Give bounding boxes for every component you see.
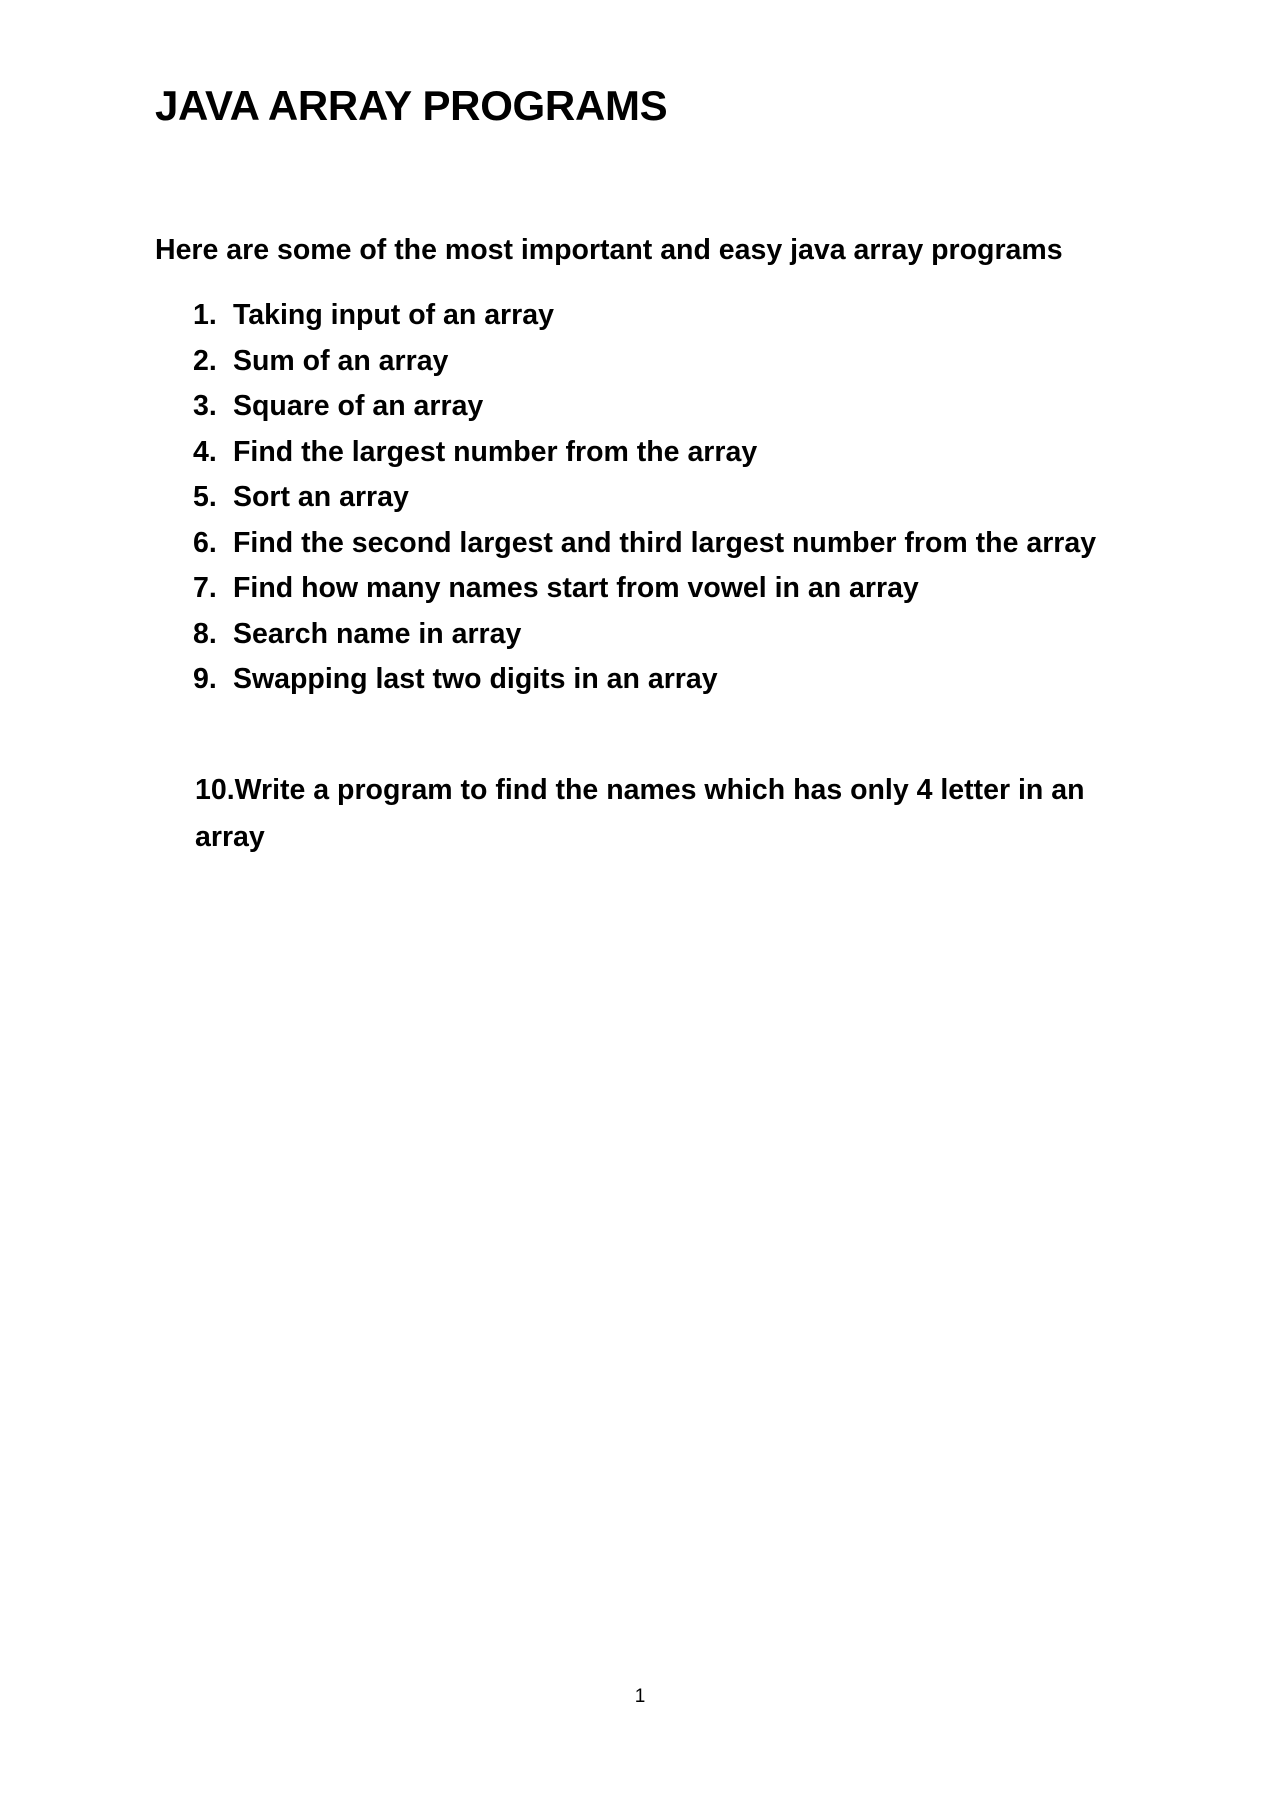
list-item-last: 10.Write a program to find the names which has only 4 letter in an array [195,774,1085,853]
list-item-number: 5. [193,481,217,513]
page-number: 1 [634,1686,646,1707]
list-item-text: Find the second largest and third largest number from the array [233,526,1097,559]
list-item-number: 2. [193,344,217,377]
list-item-text: Square of an array [233,390,484,422]
program-list [0,293,1113,703]
list-item-text: Swapping last two digits in an array [233,663,718,695]
list-item-text: Find the largest number from the array [233,435,758,468]
list-item [0,293,1113,339]
list-item-number: 8. [193,617,217,650]
list-item-number: 1. [193,299,217,331]
list-item [0,384,1113,430]
list-item-number: 3. [193,390,217,422]
page-title: JAVA ARRAY PROGRAMS [155,82,668,129]
list-item-text: Search name in array [233,617,522,650]
list-item [0,475,1113,521]
list-item-text: Sort an array [233,481,409,513]
list-item-text: Taking input of an array [233,299,554,331]
list-item-text: Sum of an array [233,344,449,377]
list-item [0,521,1113,567]
intro-text: Here are some of the most important and easy java array programs [155,234,1063,266]
list-item [0,430,1113,476]
list-item [0,612,1113,658]
list-item-number: 7. [193,572,217,604]
list-item-number: 4. [193,435,217,468]
list-item-number: 9. [193,663,217,695]
list-item-number: 6. [193,526,217,559]
list-item [0,566,1113,612]
list-item [0,657,1113,703]
list-item [0,339,1113,385]
list-item-text: Find how many names start from vowel in an array [233,572,919,604]
